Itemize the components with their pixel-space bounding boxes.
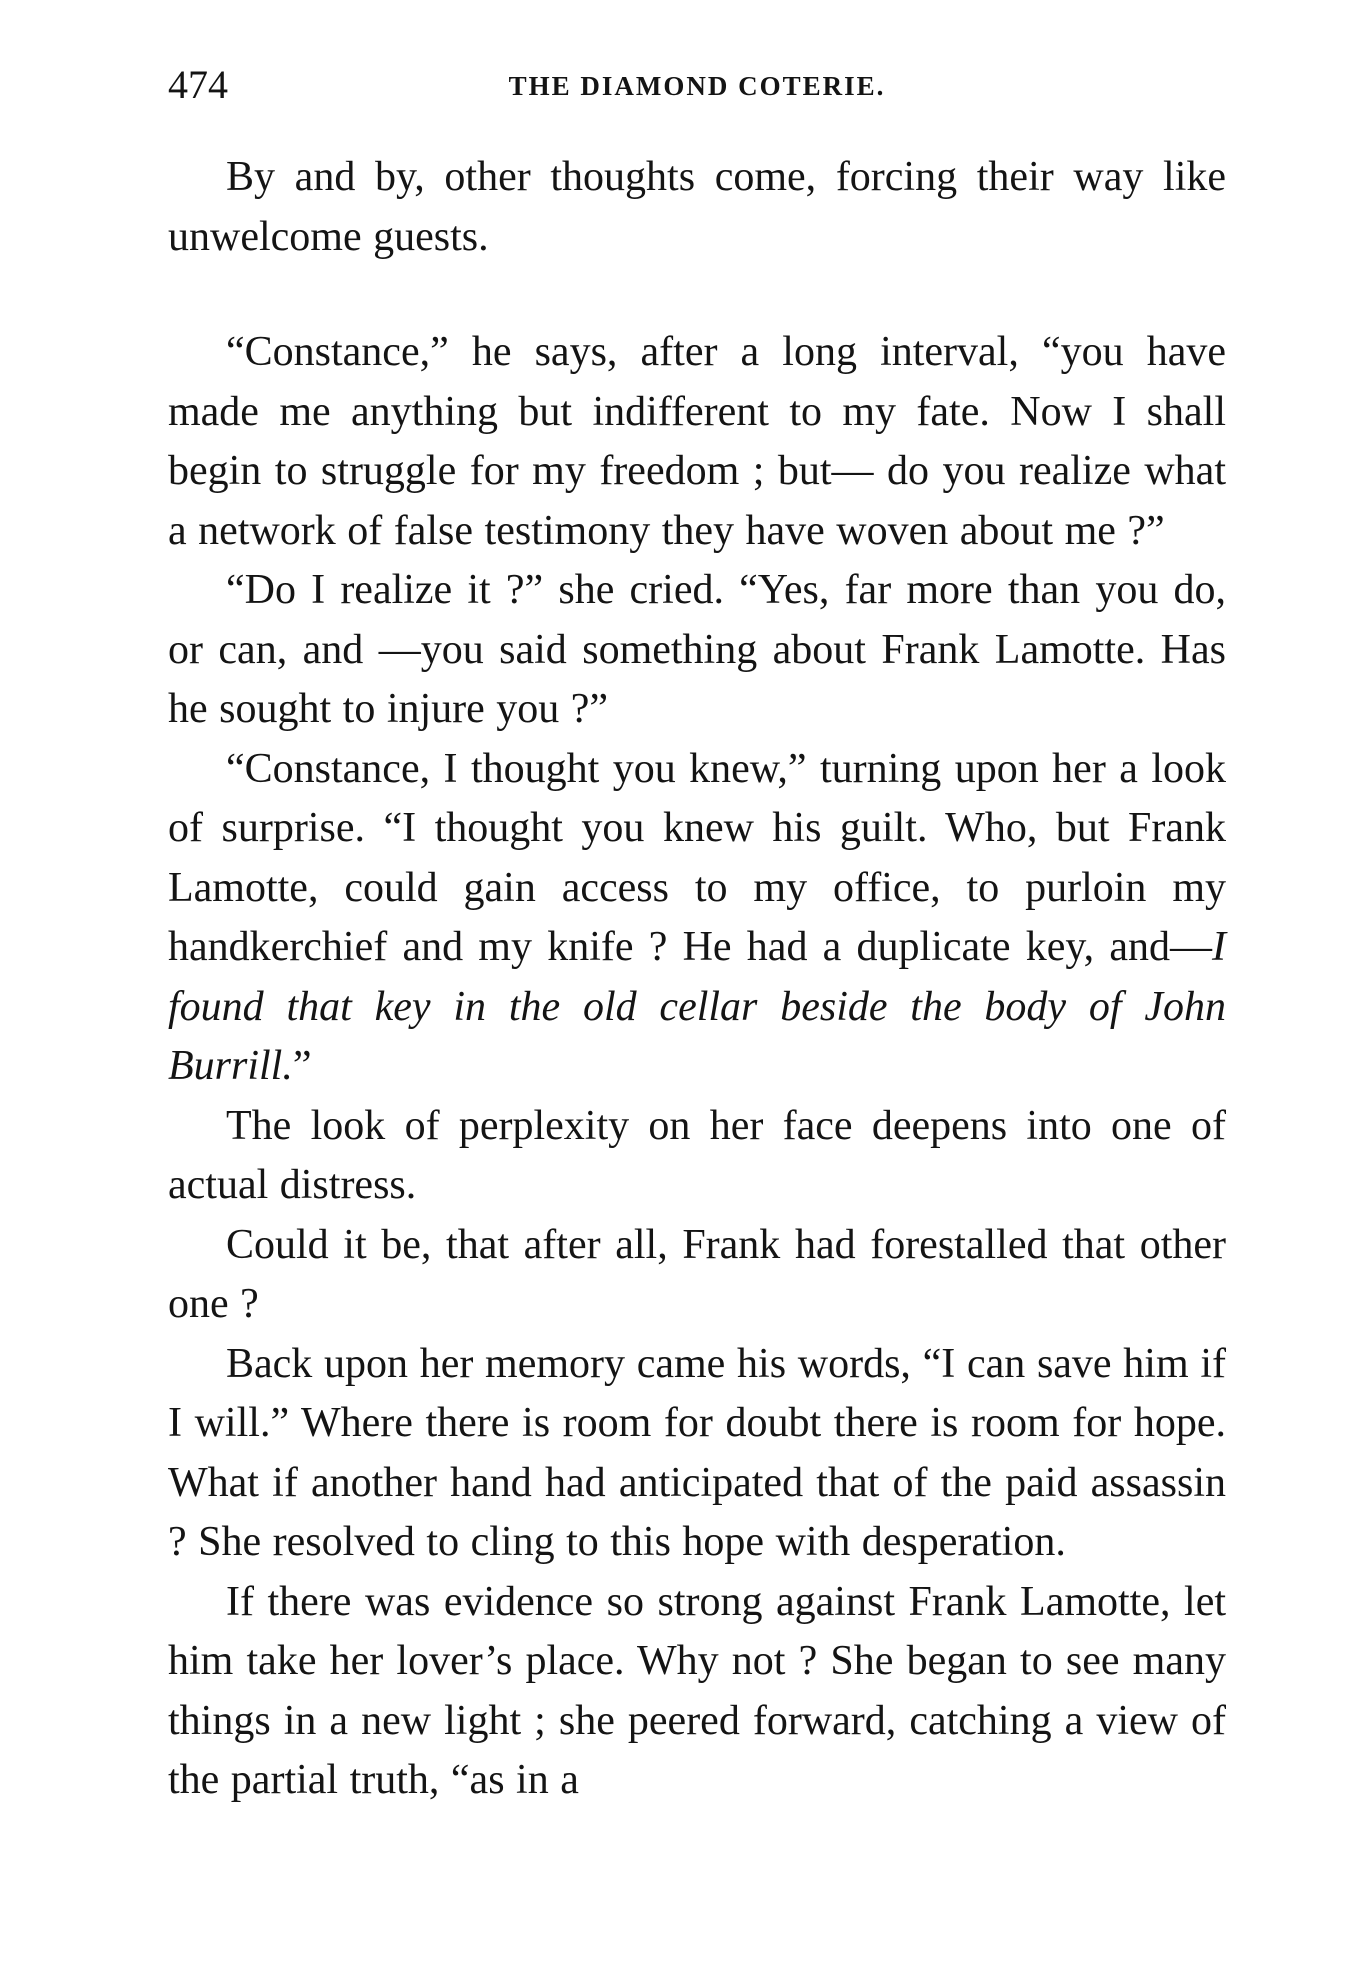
- paragraph: If there was evidence so strong against Frank Lamotte, let him take her lover’s place. Why not ? She began to see many things in a new light ; she peered forward, catching a view of the partial truth, “as in a: [168, 1578, 1226, 1803]
- paragraph: [168, 740, 1226, 1097]
- running-title: THE DIAMOND COTERIE.: [508, 71, 886, 101]
- closing-quote: ”: [292, 1043, 312, 1089]
- paragraph: The look of perplexity on her face deepens into one of actual distress.: [168, 1102, 1226, 1208]
- paragraph: Could it be, that after all, Frank had forestalled that other one ?: [168, 1221, 1226, 1327]
- running-head: [168, 60, 1226, 110]
- body-text: [168, 148, 1226, 1811]
- italic-quotation: I found that key in the old cellar beside the body of John Burrill.: [168, 924, 1226, 1089]
- paragraph: “Constance,” he says, after a long interval, “you have made me anything but indifferent to my fate. Now I shall begin to struggle for my freedom ; but— do you realize what a network of false testimony they have woven about me ?”: [168, 329, 1226, 554]
- paragraph: By and by, other thoughts come, forcing their way like unwelcome guests.: [168, 154, 1226, 260]
- paragraph: Back upon her memory came his words, “I can save him if I will.” Where there is room for doubt there is room for hope. What if another hand had anticipated that of the paid assassin ? She resolved to cling to this hope with desperation.: [168, 1340, 1226, 1565]
- paragraph: “Do I realize it ?” she cried. “Yes, far more than you do, or can, and —you said something about Frank Lamotte. Has he sought to injure you ?”: [168, 567, 1226, 732]
- paragraph-text: “Constance, I thought you knew,” turning upon her a look of surprise. “I thought you knew his guilt. Who, but Frank Lamotte, could gain access to my office, to purloin my handkerchief and my knife ? He had a duplicate key, and—: [168, 745, 1226, 970]
- page-number: 474: [168, 62, 228, 107]
